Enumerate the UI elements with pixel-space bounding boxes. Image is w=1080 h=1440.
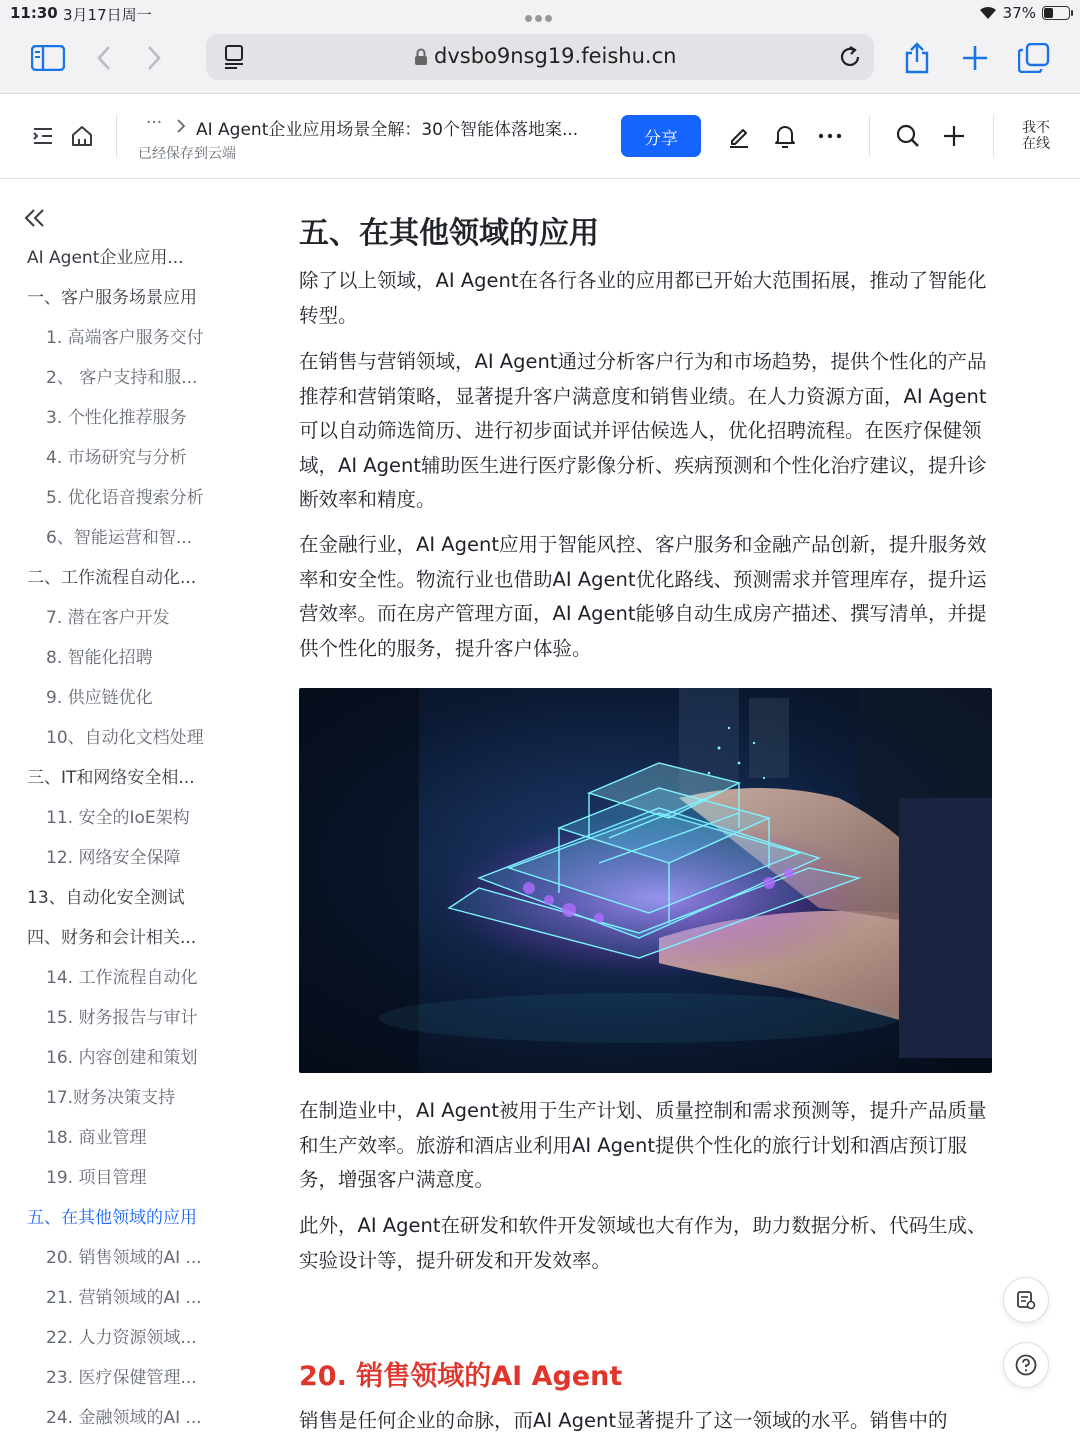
- online-status[interactable]: 我不在线: [1022, 120, 1050, 152]
- chevron-right-icon[interactable]: [132, 38, 176, 78]
- toc-item[interactable]: 6、智能运营和智...: [46, 528, 193, 548]
- toc-item[interactable]: 16. 内容创建和策划: [46, 1048, 198, 1068]
- address-bar[interactable]: [206, 34, 874, 80]
- toc-item[interactable]: 一、客户服务场景应用: [27, 288, 197, 308]
- status-date: 3月17日周一: [63, 6, 152, 24]
- plus-icon[interactable]: [953, 38, 997, 78]
- toc-item[interactable]: 五、在其他领域的应用: [27, 1208, 197, 1228]
- toc-item[interactable]: 10、自动化文档处理: [46, 728, 204, 748]
- share-icon[interactable]: [895, 38, 939, 78]
- toc-item[interactable]: 15. 财务报告与审计: [46, 1008, 198, 1028]
- toc-item[interactable]: 18. 商业管理: [46, 1128, 147, 1148]
- toc-item[interactable]: 8. 智能化招聘: [46, 648, 153, 668]
- outline-icon[interactable]: [25, 118, 61, 154]
- wifi-icon: [979, 6, 997, 20]
- reload-icon[interactable]: [828, 37, 872, 77]
- pen-icon[interactable]: [721, 118, 757, 154]
- chevron-right-icon: [176, 119, 186, 133]
- add-icon[interactable]: [936, 118, 972, 154]
- subsection-heading: 20. 销售领域的AI Agent: [299, 1361, 623, 1392]
- toc-item[interactable]: 13、自动化安全测试: [27, 888, 185, 908]
- toc-item[interactable]: 21. 营销领域的AI ...: [46, 1288, 202, 1308]
- toc-item[interactable]: 7. 潜在客户开发: [46, 608, 170, 628]
- battery-icon: [1042, 6, 1070, 20]
- saved-status: 已经保存到云端: [138, 146, 236, 162]
- status-time: 11:30: [10, 4, 58, 22]
- comment-icon: [1016, 1290, 1036, 1310]
- sidebar-toggle-icon[interactable]: [26, 38, 70, 78]
- toc-item[interactable]: 三、IT和网络安全相...: [27, 768, 195, 788]
- share-button[interactable]: 分享: [621, 115, 701, 157]
- status-bar: [0, 0, 1080, 28]
- toc-item[interactable]: 9. 供应链优化: [46, 688, 153, 708]
- doc-title[interactable]: AI Agent企业应用场景全解：30个智能体落地案...: [196, 120, 579, 140]
- toc-item[interactable]: 14. 工作流程自动化: [46, 968, 198, 988]
- hero-image[interactable]: [299, 688, 992, 1073]
- more-icon[interactable]: [812, 118, 848, 154]
- toc-item[interactable]: 11. 安全的IoE架构: [46, 808, 190, 828]
- toc-item[interactable]: 20. 销售领域的AI ...: [46, 1248, 202, 1268]
- paragraph: 在金融行业，AI Agent应用于智能风控、客户服务和金融产品创新，提升服务效率和安全性。物流行业也借助AI Agent优化路线、预测需求并管理库存，提升运营效率。而在房产管理方面，AI Agent能够自动生成房产描述、撰写清单，并提供个性化的服务，提升客户体验。: [299, 533, 987, 660]
- lock-icon: [414, 48, 428, 66]
- paragraph: 此外，AI Agent在研发和软件开发领域也大有作为，助力数据分析、代码生成、实验设计等，提升研发和开发效率。: [299, 1214, 987, 1272]
- toc-item[interactable]: 二、工作流程自动化...: [27, 568, 197, 588]
- bell-icon[interactable]: [767, 118, 803, 154]
- toc-item[interactable]: AI Agent企业应用...: [27, 248, 184, 268]
- double-chevron-left-icon[interactable]: [24, 208, 46, 232]
- chevron-left-icon[interactable]: [82, 38, 126, 78]
- toc-item[interactable]: 四、财务和会计相关...: [27, 928, 197, 948]
- paragraph: 除了以上领域，AI Agent在各行各业的应用都已开始大范围拓展，推动了智能化转型。: [299, 269, 987, 327]
- toc-item[interactable]: 24. 金融领域的AI ...: [46, 1408, 202, 1428]
- section-heading: 五、在其他领域的应用: [299, 216, 599, 251]
- toc-item[interactable]: 19. 项目管理: [46, 1168, 147, 1188]
- toc-item[interactable]: 1. 高端客户服务交付: [46, 328, 204, 348]
- toc-item[interactable]: 23. 医疗保健管理...: [46, 1368, 197, 1388]
- toc-item[interactable]: 22. 人力资源领域...: [46, 1328, 197, 1348]
- toc-item[interactable]: 3. 个性化推荐服务: [46, 408, 187, 428]
- multitasking-dots-icon[interactable]: [525, 8, 555, 16]
- toc-item[interactable]: 4. 市场研究与分析: [46, 448, 187, 468]
- search-icon[interactable]: [890, 118, 926, 154]
- help-icon: [1015, 1354, 1037, 1376]
- toc-sidebar: [0, 180, 260, 1440]
- status-right: [979, 4, 1070, 22]
- toc-item[interactable]: 5. 优化语音搜索分析: [46, 488, 204, 508]
- url-text: dvsbo9nsg19.feishu.cn: [434, 44, 677, 68]
- tabs-icon[interactable]: [1012, 38, 1056, 78]
- comment-button[interactable]: [1003, 1277, 1049, 1323]
- toc-item[interactable]: 12. 网络安全保障: [46, 848, 181, 868]
- toc-item[interactable]: 17.财务决策支持: [46, 1088, 176, 1108]
- toc-item[interactable]: 2、 客户支持和服...: [46, 368, 198, 388]
- paragraph: 销售是任何企业的命脉，而AI Agent显著提升了这一领域的水平。销售中的: [299, 1409, 948, 1432]
- doc-toolbar: [0, 95, 1080, 179]
- home-icon[interactable]: [64, 118, 100, 154]
- reader-icon[interactable]: [212, 37, 256, 77]
- help-button[interactable]: [1003, 1342, 1049, 1388]
- hologram-house-image: [299, 688, 992, 1073]
- browser-toolbar: [0, 28, 1080, 94]
- paragraph: 在制造业中，AI Agent被用于生产计划、质量控制和需求预测等，提升产品质量和生产效率。旅游和酒店业利用AI Agent提供个性化的旅行计划和酒店预订服务，增强客户满意度。: [299, 1099, 987, 1191]
- paragraph: 在销售与营销领域，AI Agent通过分析客户行为和市场趋势，提供个性化的产品推荐和营销策略，显著提升客户满意度和销售业绩。在人力资源方面，AI Agent可以自动筛选简历、进行初步面试并评估候选人，优化招聘流程。在医疗保健领域，AI Agent辅助医生进行医疗影像分析、疾病预测和个性化治疗建议，提升诊断效率和精度。: [299, 350, 987, 511]
- breadcrumb-ellipsis[interactable]: ···: [146, 113, 163, 133]
- battery-percent: 37%: [1002, 4, 1036, 22]
